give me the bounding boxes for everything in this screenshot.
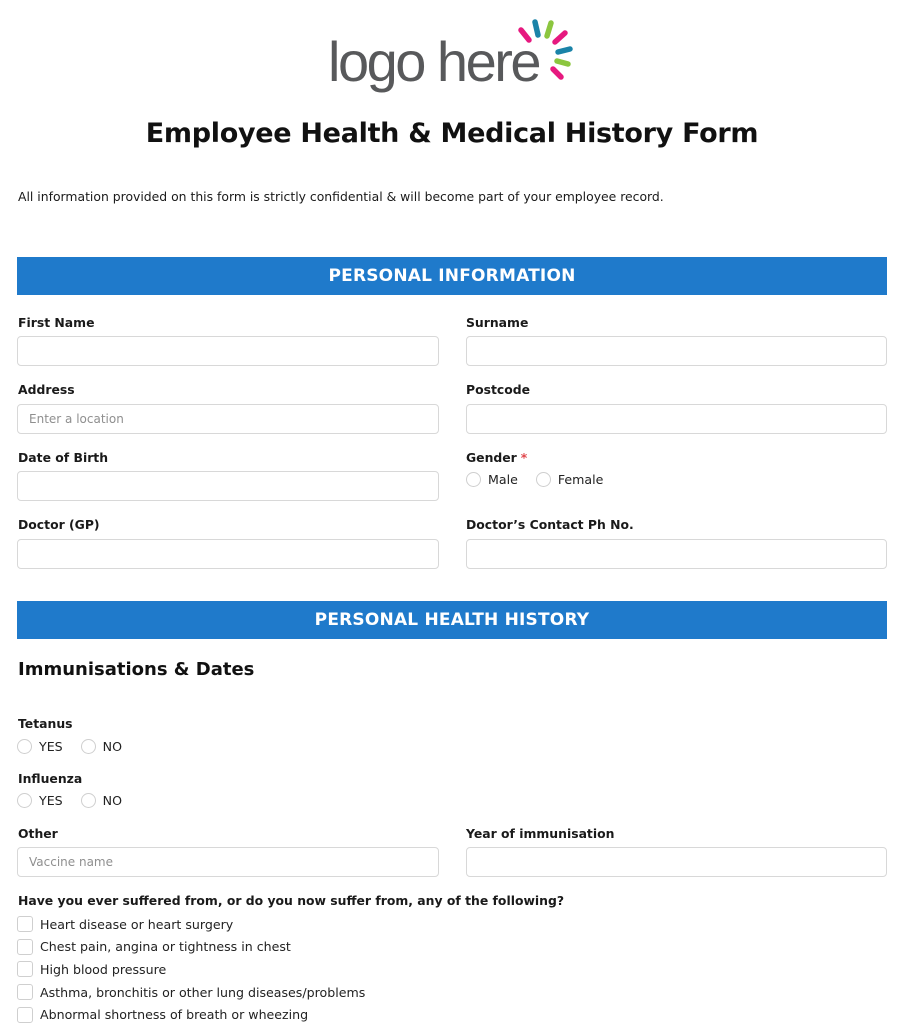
radio-button[interactable]: [466, 472, 481, 487]
address-label: Address: [18, 382, 75, 397]
influenza-option-yes[interactable]: [17, 793, 63, 808]
condition-shortness-of-breath[interactable]: [17, 1003, 365, 1026]
form-title: Employee Health & Medical History Form: [145, 118, 759, 149]
surname-input[interactable]: [466, 336, 887, 366]
checkbox-label: Asthma, bronchitis or other lung diseases/problems: [40, 984, 366, 1000]
gender-label: [466, 450, 527, 465]
first-name-label: First Name: [18, 315, 95, 330]
influenza-label: Influenza: [18, 771, 83, 786]
conditions-checklist: [17, 913, 365, 1026]
gender-label-text: Gender: [466, 450, 517, 465]
radio-button[interactable]: [81, 739, 96, 754]
tetanus-option-yes[interactable]: [17, 739, 63, 754]
influenza-radio-group: [17, 793, 140, 808]
section-header-personal-information: PERSONAL INFORMATION: [17, 257, 887, 295]
checkbox[interactable]: [17, 939, 33, 955]
gender-option-female[interactable]: [536, 472, 604, 487]
vaccine-name-input[interactable]: [17, 847, 439, 877]
postcode-input[interactable]: [466, 404, 887, 434]
company-logo: [328, 18, 588, 102]
date-of-birth-input[interactable]: [17, 471, 439, 501]
first-name-input[interactable]: [17, 336, 439, 366]
condition-chest-pain[interactable]: [17, 936, 365, 959]
checkbox-label: Heart disease or heart surgery: [40, 916, 234, 932]
radio-label: NO: [102, 793, 122, 808]
year-of-immunisation-input[interactable]: [466, 847, 887, 877]
doctor-contact-label: Doctor’s Contact Ph No.: [466, 517, 634, 532]
condition-heart-disease[interactable]: [17, 913, 365, 936]
radio-label: NO: [102, 739, 122, 754]
postcode-label: Postcode: [466, 382, 531, 397]
condition-high-blood-pressure[interactable]: [17, 958, 365, 981]
year-of-immunisation-label: Year of immunisation: [466, 826, 615, 841]
surname-label: Surname: [466, 315, 529, 330]
radio-label: Female: [557, 472, 604, 487]
section-header-personal-health-history: PERSONAL HEALTH HISTORY: [17, 601, 887, 639]
radio-button[interactable]: [536, 472, 551, 487]
condition-asthma-lung[interactable]: [17, 981, 365, 1004]
checkbox[interactable]: [17, 1007, 33, 1023]
tetanus-option-no[interactable]: [81, 739, 122, 754]
tetanus-radio-group: [17, 739, 140, 754]
influenza-option-no[interactable]: [81, 793, 122, 808]
date-of-birth-label: Date of Birth: [18, 450, 109, 465]
radio-label: YES: [39, 739, 63, 754]
doctor-input[interactable]: [17, 539, 439, 569]
doctor-contact-input[interactable]: [466, 539, 887, 569]
tetanus-label: Tetanus: [18, 716, 73, 731]
gender-option-male[interactable]: [466, 472, 518, 487]
checkbox-label: Chest pain, angina or tightness in chest: [40, 939, 291, 955]
logo-burst-icon: [513, 18, 583, 88]
radio-button[interactable]: [17, 739, 32, 754]
checkbox[interactable]: [17, 984, 33, 1000]
required-marker: *: [520, 450, 528, 465]
doctor-label: Doctor (GP): [18, 517, 100, 532]
conditions-question: Have you ever suffered from, or do you now suffer from, any of the following?: [18, 893, 565, 908]
checkbox[interactable]: [17, 961, 33, 977]
radio-label: YES: [39, 793, 63, 808]
checkbox-label: Abnormal shortness of breath or wheezing: [40, 1007, 309, 1023]
radio-label: Male: [488, 472, 518, 487]
confidentiality-notice: All information provided on this form is strictly confidential & will become part of your employee record.: [18, 189, 664, 204]
immunisations-heading: Immunisations & Dates: [18, 659, 255, 680]
checkbox[interactable]: [17, 916, 33, 932]
radio-button[interactable]: [81, 793, 96, 808]
other-vaccine-label: Other: [18, 826, 58, 841]
address-input[interactable]: [17, 404, 439, 434]
logo-text: logo here: [328, 30, 540, 93]
checkbox-label: High blood pressure: [40, 961, 167, 977]
radio-button[interactable]: [17, 793, 32, 808]
gender-radio-group: [466, 472, 621, 487]
